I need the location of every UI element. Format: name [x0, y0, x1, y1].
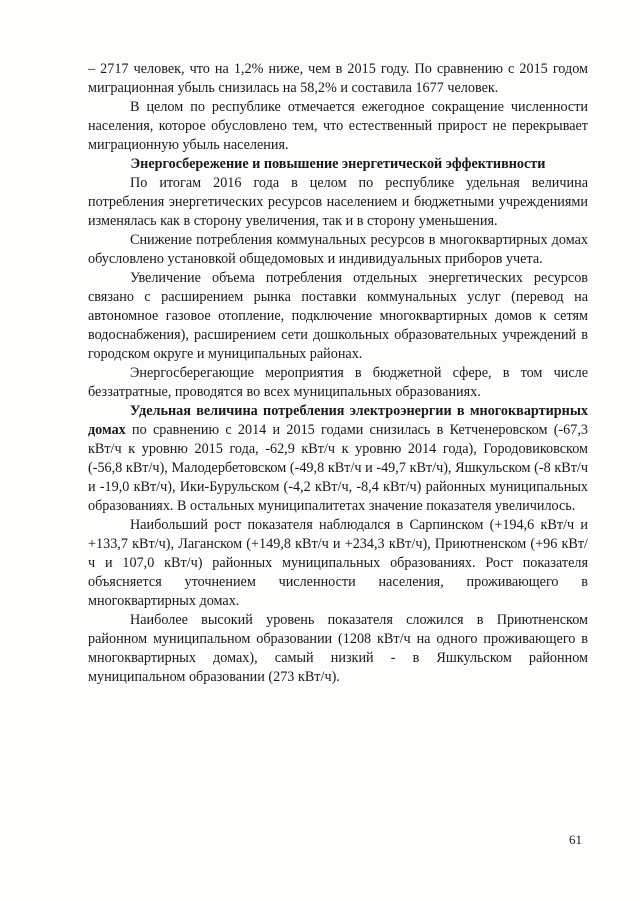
paragraph-population-decline: В целом по республике отмечается ежегодное сокращение численности населения, которое обусловлено тем, что естественный прирост не перекрывает миграционную убыль населения. — [88, 99, 588, 153]
paragraph-highest-level: Наиболее высокий уровень показателя сложился в Приютненском районном муниципальном образовании (1208 кВт/ч на одного проживающего в многоквартирных домах), самый низкий - в Яшкульском районном муниципальном образовании (273 кВт/ч). — [88, 612, 588, 685]
paragraph-largest-growth: Наибольший рост показателя наблюдался в Сарпинском (+194,6 кВт/ч и +133,7 кВт/ч), Лаганском (+149,8 кВт/ч и +234,3 кВт/ч), Приютненском (+96 кВт/ч и 107,0 кВт/ч) районных муниципальных образованиях. Рост показателя объясняется уточнением численности населения, проживающего в многоквартирных домах. — [88, 517, 588, 609]
paragraph-electricity-per-unit — [88, 402, 588, 516]
paragraph-energy-saving-measures: Энергосберегающие мероприятия в бюджетной сфере, в том числе беззатратные, проводятся во всех муниципальных образованиях. — [88, 365, 588, 400]
paragraph-results-2016: По итогам 2016 года в целом по республике удельная величина потребления энергетических ресурсов населением и бюджетными учреждениями изменялась как в сторону увеличения, так и в сторону уменьшения. — [88, 175, 588, 229]
page-body — [88, 60, 588, 687]
paragraph-utility-reduction: Снижение потребления коммунальных ресурсов в многоквартирных домах обусловлено установкой общедомовых и индивидуальных приборов учета. — [88, 232, 588, 267]
section-heading: Энергосбережение и повышение энергетической эффективности — [130, 156, 546, 172]
paragraph-consumption-increase: Увеличение объема потребления отдельных энергетических ресурсов связано с расширением рынка поставки коммунальных услуг (перевод на автономное газовое отопление, подключение многоквартирных домов к сетям водоснабжения), расширением сети дошкольных образовательных учреждений в городском округе и муниципальных районах. — [88, 270, 588, 362]
paragraph-electricity-text: по сравнению с 2014 и 2015 годами снизилась в Кетченеровском (-67,3 кВт/ч к уровню 2015 года, -62,9 кВт/ч к уровню 2014 года), Городовиковском (-56,8 кВт/ч), Малодербетовском (-49,8 кВт/ч и -49,7 кВт/ч), Яшкульском (-8 кВт/ч и -19,0 кВт/ч), Ики-Бурульском (-4,2 кВт/ч, -8,4 кВт/ч) районных муниципальных образованиях. В остальных муниципалитетах значение показателя увеличилось. — [88, 422, 588, 514]
paragraph-migration: – 2717 человек, что на 1,2% ниже, чем в 2015 году. По сравнению с 2015 годом миграционная убыль снизилась на 58,2% и составила 1677 человек. — [88, 61, 588, 96]
bold-term: Удельная величина потребления электроэнергии в многоквартирных домах — [88, 403, 588, 438]
page-number: 61 — [569, 832, 582, 847]
